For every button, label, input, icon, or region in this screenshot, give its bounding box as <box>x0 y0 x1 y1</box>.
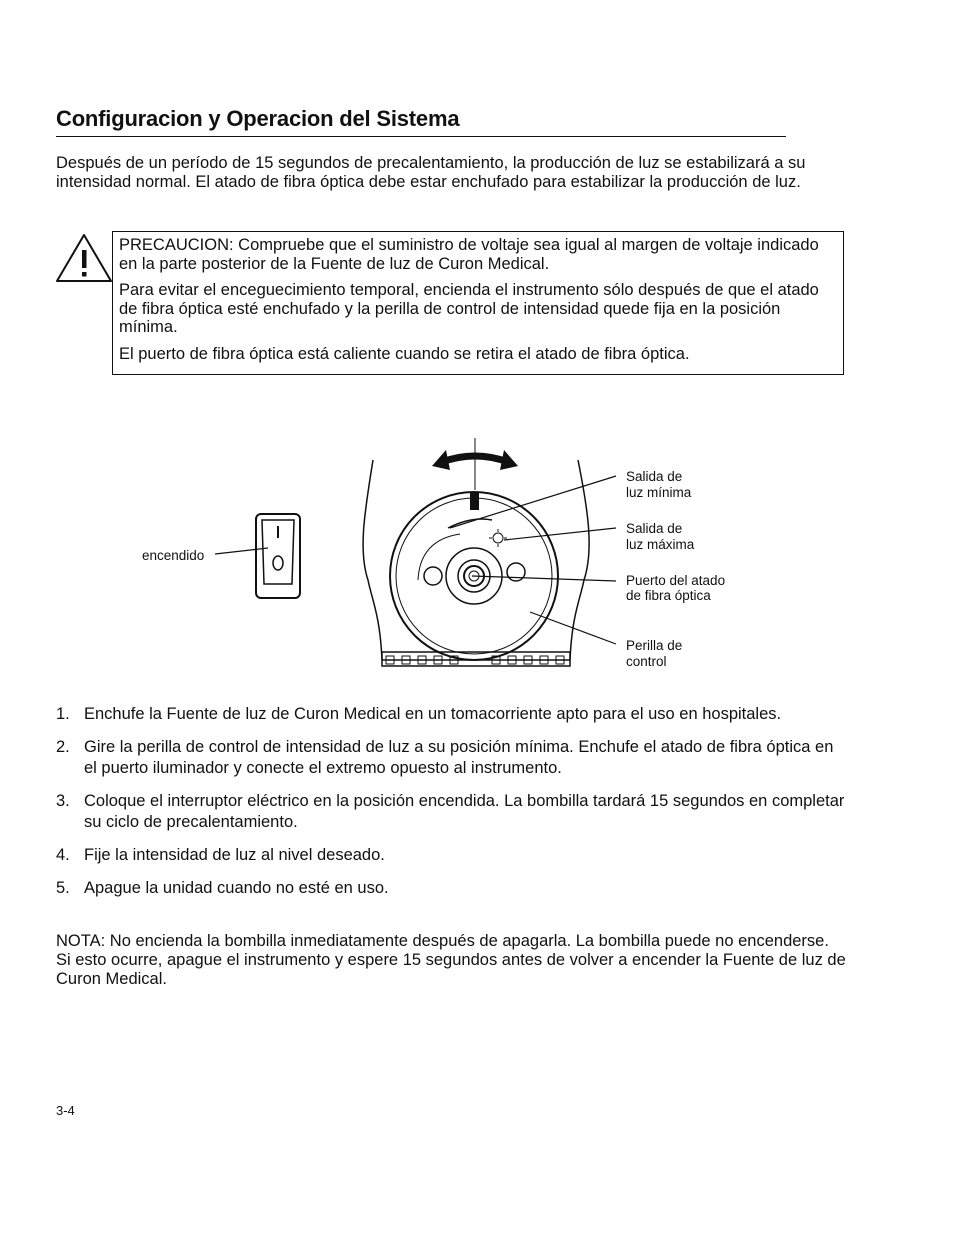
list-item <box>56 878 846 899</box>
device-diagram <box>120 430 760 700</box>
warning-triangle-icon <box>54 232 114 284</box>
switch-label: encendido <box>142 548 205 563</box>
note-paragraph: NOTA: No encienda la bombilla inmediatamente después de apagarla. La bombilla puede no encenderse. Si esto ocurre, apague el instrumento y espere 15 segundos antes de volver a encender la Fuente de luz de Curon Medical. <box>56 932 846 988</box>
port-label-2: de fibra óptica <box>626 588 711 603</box>
list-item <box>56 737 846 779</box>
caution-paragraph: El puerto de fibra óptica está caliente cuando se retira el atado de fibra óptica. <box>119 344 690 363</box>
list-item <box>56 845 846 866</box>
step-number: 5. <box>56 879 70 897</box>
step-text: Coloque el interruptor eléctrico en la posición encendida. La bombilla tardará 15 segundos en completar su ciclo de precalentamiento. <box>84 792 845 831</box>
min-output-label-2: luz mínima <box>626 485 692 500</box>
step-number: 2. <box>56 738 70 756</box>
step-text: Apague la unidad cuando no esté en uso. <box>84 879 389 897</box>
sun-icon <box>489 529 507 547</box>
min-output-label-1: Salida de <box>626 469 683 484</box>
caution-paragraph: Para evitar el enceguecimiento temporal, encienda el instrumento sólo después de que el atado de fibra óptica esté enchufado y la perilla de control de intensidad quede fija en la posición mínima. <box>119 281 819 336</box>
step-text: Gire la perilla de control de intensidad de luz a su posición mínima. Enchufe el atado de fibra óptica en el puerto iluminador y conecte el extremo opuesto al instrumento. <box>84 738 834 777</box>
power-switch <box>256 514 300 598</box>
step-number: 3. <box>56 792 70 810</box>
list-item <box>56 791 846 833</box>
port-label-1: Puerto del atado <box>626 573 726 588</box>
knob-label-2: control <box>626 654 667 669</box>
steps-list <box>56 704 846 911</box>
page-number: 3-4 <box>56 1103 75 1118</box>
max-output-label-1: Salida de <box>626 521 683 536</box>
list-item <box>56 704 846 725</box>
step-text: Enchufe la Fuente de luz de Curon Medical en un tomacorriente apto para el uso en hospitales. <box>84 705 782 723</box>
caution-box <box>112 231 844 375</box>
page-title: Configuracion y Operacion del Sistema <box>56 106 786 137</box>
step-text: Fije la intensidad de luz al nivel deseado. <box>84 846 385 864</box>
step-number: 1. <box>56 705 70 723</box>
max-output-label-2: luz máxima <box>626 537 695 552</box>
rotation-arrow-icon <box>432 438 518 490</box>
step-number: 4. <box>56 846 70 864</box>
intro-paragraph: Después de un período de 15 segundos de precalentamiento, la producción de luz se estabilizará a su intensidad normal. El atado de fibra óptica debe estar enchufado para estabilizar la producción de luz. <box>56 154 806 191</box>
caution-paragraph: PRECAUCION: Compruebe que el suministro de voltaje sea igual al margen de voltaje indicado en la parte posterior de la Fuente de luz de Curon Medical. <box>119 236 819 273</box>
knob-label-1: Perilla de <box>626 638 683 653</box>
